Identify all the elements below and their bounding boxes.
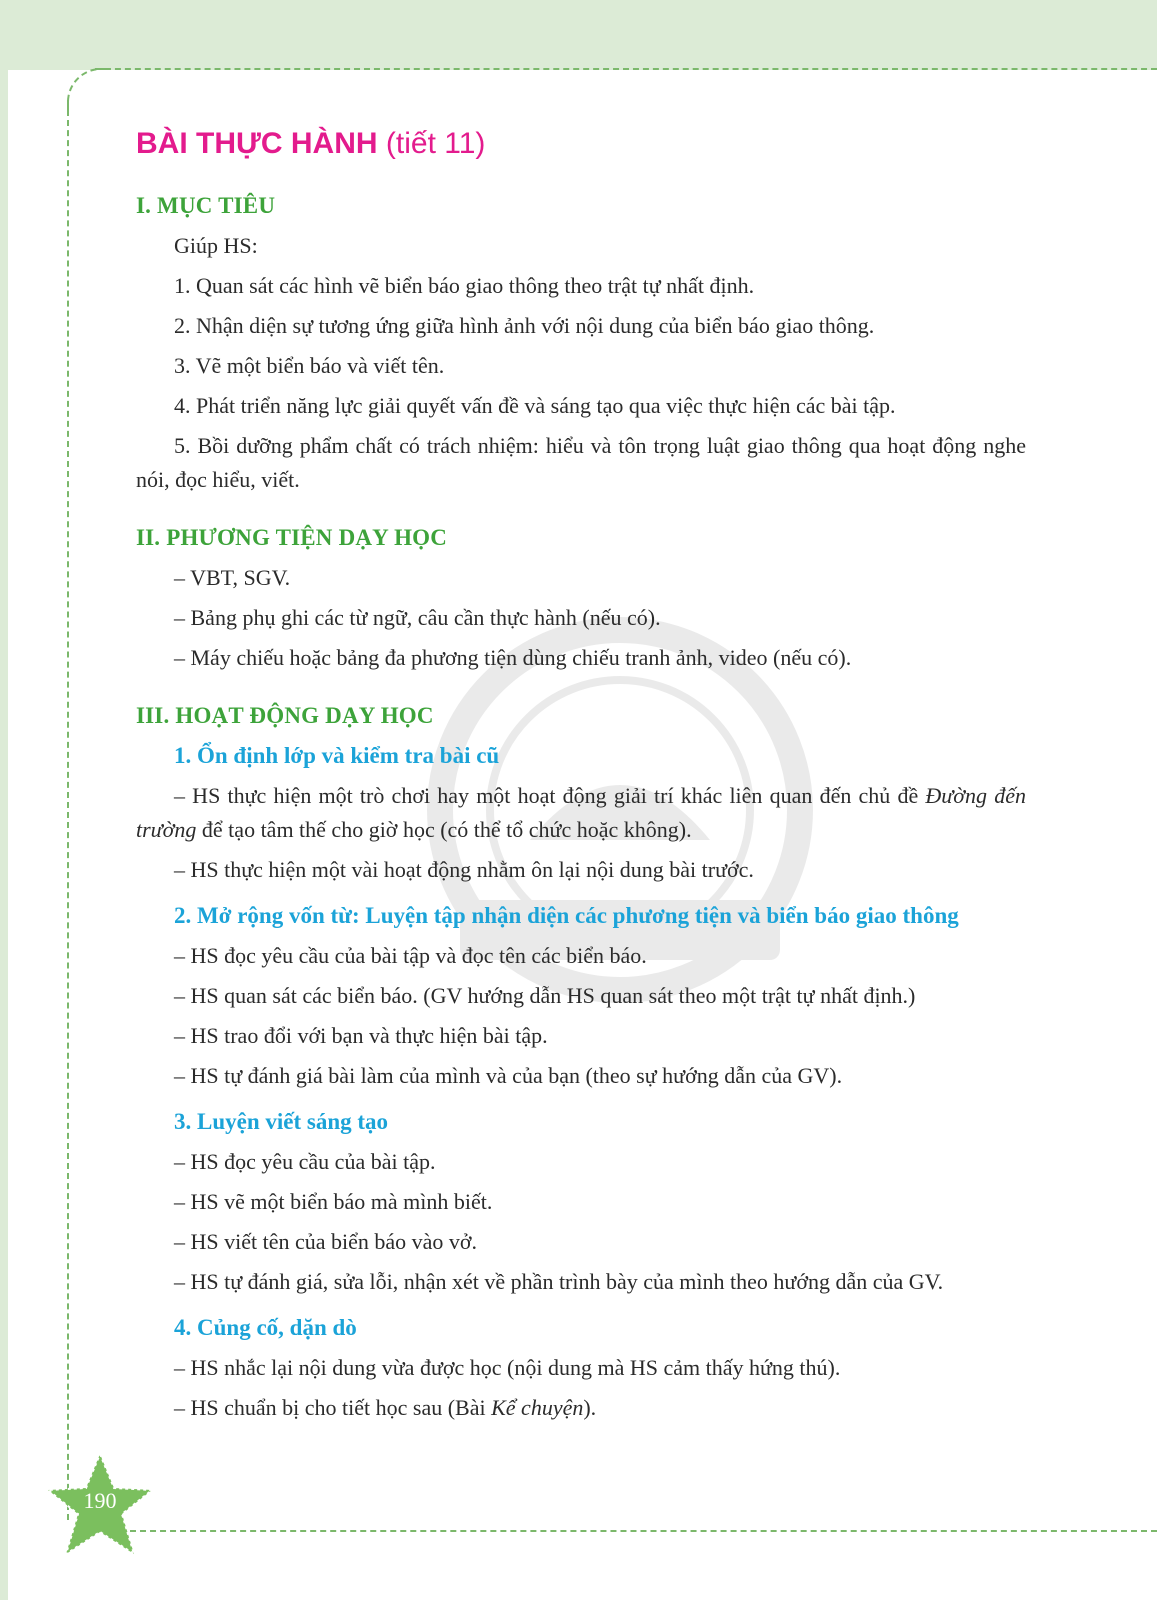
activity-item: – HS nhắc lại nội dung vừa được học (nội dung mà HS cảm thấy hứng thú). bbox=[174, 1355, 841, 1380]
activity-item: – HS trao đổi với bạn và thực hiện bài tập. bbox=[174, 1023, 548, 1048]
activity-item: – HS quan sát các biển báo. (GV hướng dẫn HS quan sát theo một trật tự nhất định.) bbox=[174, 983, 916, 1008]
page-frame-top bbox=[0, 0, 1157, 72]
section-heading-materials: II. PHƯƠNG TIỆN DẠY HỌC bbox=[136, 525, 448, 550]
activity-item: – HS vẽ một biển báo mà mình biết. bbox=[174, 1189, 493, 1214]
page-title bbox=[136, 120, 1026, 168]
topic-name: Đường đến trường bbox=[136, 783, 1026, 842]
activity-item: – HS tự đánh giá bài làm của mình và của bạn (theo sự hướng dẫn của GV). bbox=[174, 1063, 843, 1088]
activity-item: – HS đọc yêu cầu của bài tập. bbox=[174, 1149, 436, 1174]
objective-item: 5. Bồi dưỡng phẩm chất có trách nhiệm: hiểu và tôn trọng luật giao thông qua hoạt động nghe nói, đọc hiểu, viết. bbox=[136, 433, 1026, 492]
page-title-main: BÀI THỰC HÀNH bbox=[136, 127, 378, 160]
activity-item: – HS đọc yêu cầu của bài tập và đọc tên các biển báo. bbox=[174, 943, 647, 968]
page-content bbox=[136, 120, 1026, 1428]
activity-item: – HS thực hiện một trò chơi hay một hoạt động giải trí khác liên quan đến chủ đề Đường đến trường để tạo tâm thế cho giờ học (có thể tổ chức hoặc không). bbox=[136, 783, 1026, 842]
page-title-sub: (tiết 11) bbox=[385, 127, 486, 160]
objective-item: 1. Quan sát các hình vẽ biển báo giao thông theo trật tự nhất định. bbox=[174, 273, 755, 298]
objective-item: 3. Vẽ một biển báo và viết tên. bbox=[174, 353, 445, 378]
spacer bbox=[136, 678, 1026, 696]
section-heading-activities: III. HOẠT ĐỘNG DẠY HỌC bbox=[136, 703, 434, 728]
activity-item: – HS thực hiện một vài hoạt động nhằm ôn lại nội dung bài trước. bbox=[174, 857, 754, 882]
material-item: – VBT, SGV. bbox=[174, 565, 291, 590]
objective-item: 4. Phát triển năng lực giải quyết vấn đề và sáng tạo qua việc thực hiện các bài tập. bbox=[174, 393, 896, 418]
lesson-name: Kể chuyện bbox=[491, 1395, 584, 1420]
activity-item: – HS tự đánh giá, sửa lỗi, nhận xét về phần trình bày của mình theo hướng dẫn của GV. bbox=[174, 1269, 944, 1294]
spacer bbox=[136, 500, 1026, 518]
page-number: 190 bbox=[83, 1488, 117, 1513]
subsection-heading-1: 1. Ổn định lớp và kiểm tra bài cũ bbox=[174, 743, 500, 768]
objective-item: 2. Nhận diện sự tương ứng giữa hình ảnh với nội dung của biển báo giao thông. bbox=[174, 313, 875, 338]
material-item: – Máy chiếu hoặc bảng đa phương tiện dùng chiếu tranh ảnh, video (nếu có). bbox=[174, 645, 852, 670]
activity-item: – HS viết tên của biển báo vào vở. bbox=[174, 1229, 478, 1254]
dashed-border-top bbox=[95, 68, 1157, 70]
page-frame-left bbox=[0, 0, 8, 1600]
subsection-heading-2: 2. Mở rộng vốn từ: Luyện tập nhận diện các phương tiện và biển báo giao thông bbox=[174, 903, 959, 928]
activity-item: – HS chuẩn bị cho tiết học sau (Bài Kể chuyện). bbox=[174, 1395, 597, 1420]
subsection-heading-4: 4. Củng cố, dặn dò bbox=[174, 1315, 357, 1340]
dashed-border-left bbox=[67, 100, 69, 1520]
dashed-border-bottom bbox=[130, 1530, 1157, 1532]
objectives-intro: Giúp HS: bbox=[174, 233, 258, 258]
material-item: – Bảng phụ ghi các từ ngữ, câu cần thực hành (nếu có). bbox=[174, 605, 661, 630]
subsection-heading-3: 3. Luyện viết sáng tạo bbox=[174, 1109, 389, 1134]
section-heading-objectives: I. MỤC TIÊU bbox=[136, 193, 276, 218]
